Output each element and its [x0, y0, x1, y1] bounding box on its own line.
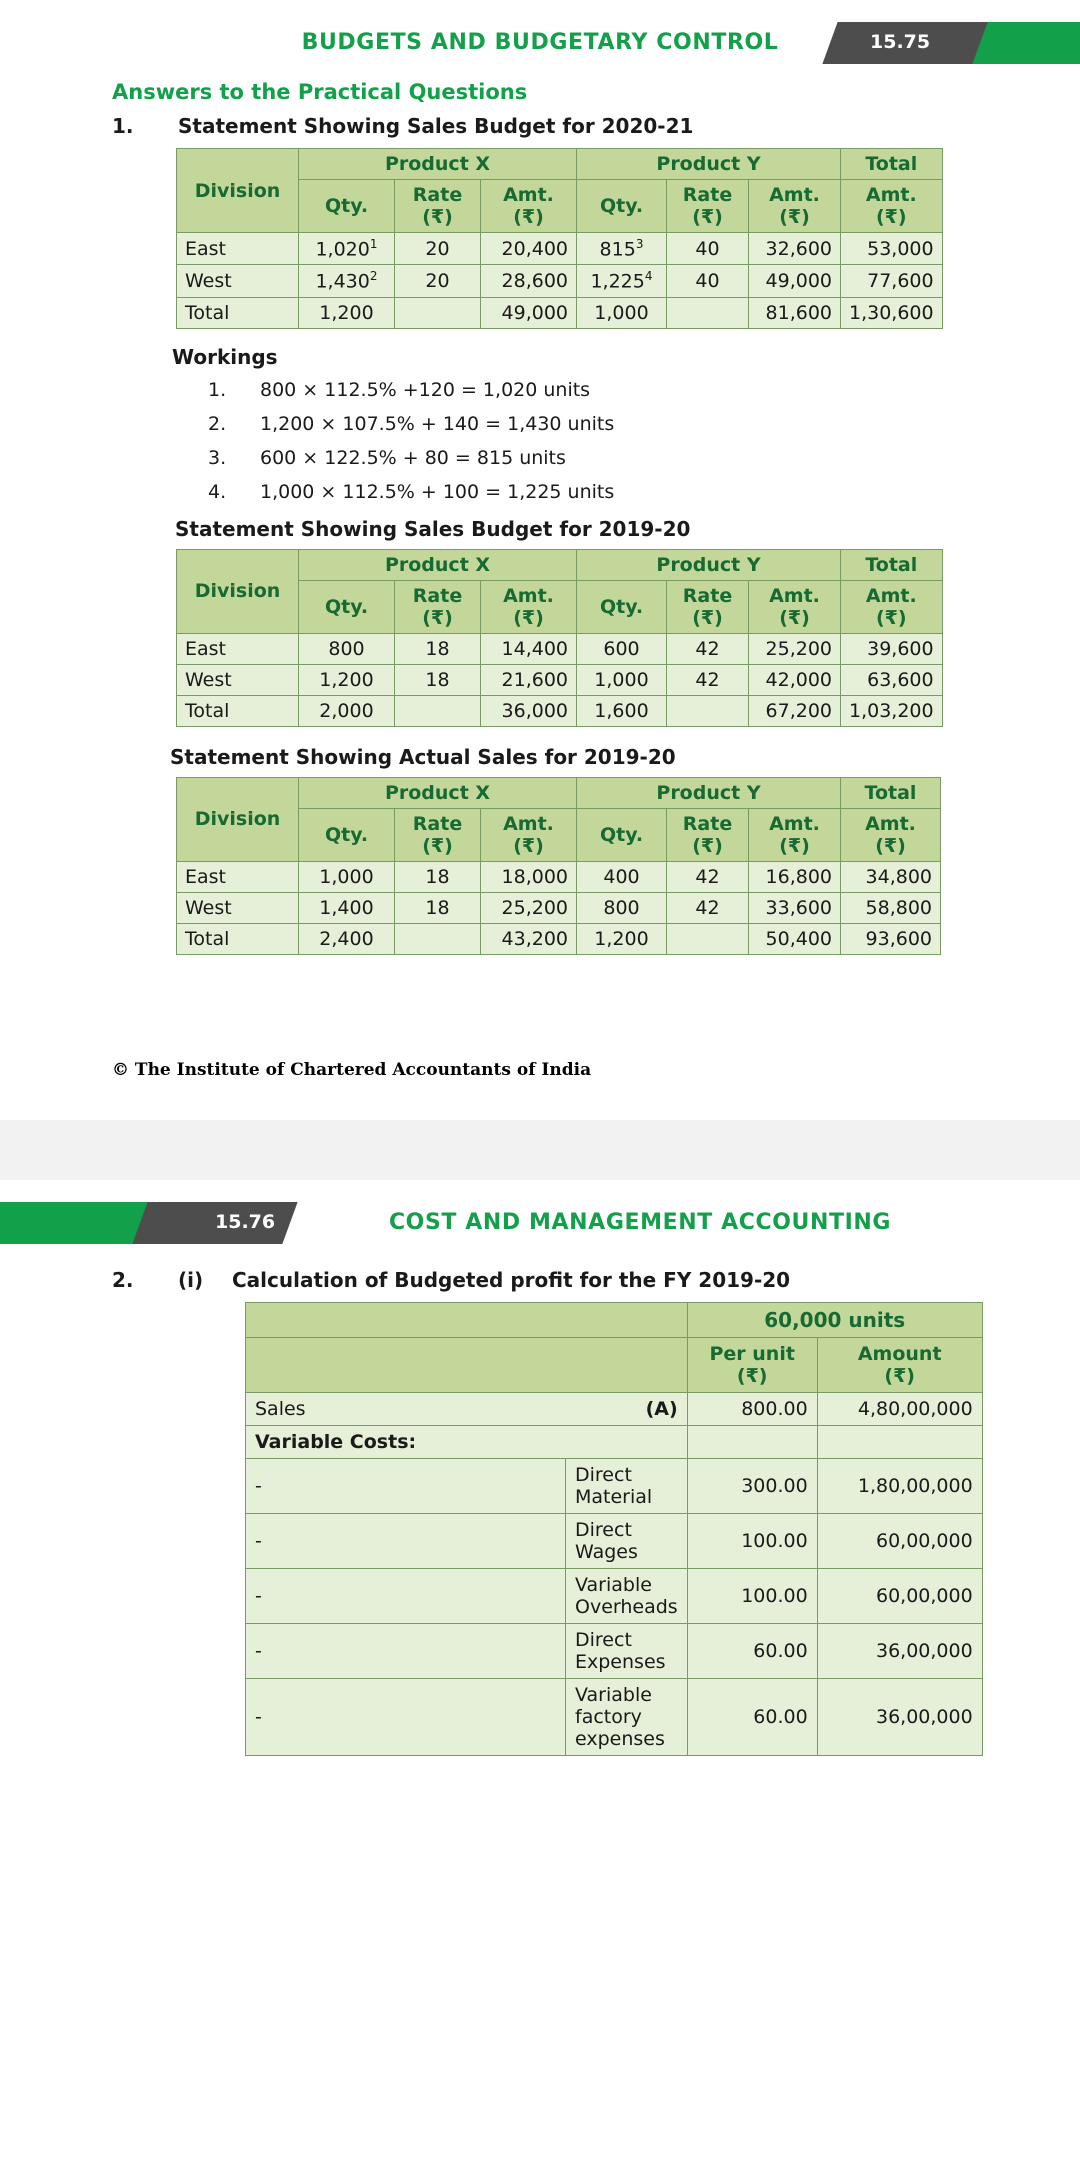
cell-x-amt: 14,400 [481, 633, 577, 664]
sub-header-x-rate: Rate (₹) [395, 580, 481, 633]
cell-total: 63,600 [841, 664, 943, 695]
cell-x-rate: 18 [395, 861, 481, 892]
cell-y-rate: 40 [667, 265, 749, 297]
question-2-heading [112, 1268, 1080, 1292]
sub-header-x-amt: Amt. (₹) [481, 180, 577, 233]
question-1-number: 1. [112, 114, 134, 138]
budgeted-profit-table [245, 1302, 983, 1756]
cell-division: West [177, 265, 299, 297]
running-head-title: COST AND MANAGEMENT ACCOUNTING [388, 1210, 892, 1235]
working-number: 2. [208, 412, 227, 435]
cell-y-amt: 16,800 [749, 861, 841, 892]
working-number: 3. [208, 446, 227, 469]
sub-header-y-amt: Amt. (₹) [749, 808, 841, 861]
cell-y-amt: 33,600 [749, 892, 841, 923]
cell-y-rate-empty [667, 923, 749, 954]
group-header-product-y: Product Y [577, 149, 841, 180]
cell-y-amt: 81,600 [749, 297, 841, 328]
sales-budget-2020-21-table [176, 148, 943, 329]
working-item [208, 447, 1080, 469]
group-header-product-x: Product X [299, 149, 577, 180]
group-header-total: Total [841, 149, 943, 180]
cell-x-qty: 1,430$^2$ [299, 265, 395, 297]
cell-x-rate: 18 [395, 892, 481, 923]
table-row [177, 695, 943, 726]
cell-amount: 36,00,000 [817, 1679, 982, 1756]
answers-heading: Answers to the Practical Questions [112, 80, 528, 104]
table-row [246, 1679, 983, 1756]
question-2-subpart: (i) [178, 1268, 204, 1292]
table-row [177, 861, 941, 892]
cell-amount-empty [817, 1426, 982, 1459]
cell-x-amt: 18,000 [481, 861, 577, 892]
cell-y-qty: 600 [577, 633, 667, 664]
working-number: 1. [208, 378, 227, 401]
cell-y-qty: $815^3$ [577, 233, 667, 265]
table-row [177, 297, 943, 328]
copyright-footer: © The Institute of Chartered Accountants of India [112, 1060, 592, 1080]
cell-x-amt: 25,200 [481, 892, 577, 923]
cell-x-amt: 36,000 [481, 695, 577, 726]
sales-budget-2019-20-table [176, 549, 943, 727]
group-header-product-x: Product X [299, 549, 577, 580]
cell-per-unit: 60.00 [687, 1679, 817, 1756]
page-number: 15.75 [870, 31, 931, 53]
row-label-variable-overheads: Variable Overheads [566, 1569, 688, 1624]
cell-y-amt: 32,600 [749, 233, 841, 265]
row-label-variable-factory-expenses: Variable factory expenses [566, 1679, 688, 1756]
table-row [246, 1393, 983, 1426]
working-number: 4. [208, 480, 227, 503]
workings-heading: Workings [172, 344, 278, 369]
sub-header-total-amt: Amt. (₹) [841, 808, 941, 861]
question-1-title: Statement Showing Sales Budget for 2020-21 [178, 114, 694, 138]
cell-division: East [177, 861, 299, 892]
group-header-product-x: Product X [299, 777, 577, 808]
cell-per-unit: 100.00 [687, 1514, 817, 1569]
row-bullet: - [246, 1459, 566, 1514]
table-row [177, 892, 941, 923]
cell-x-rate: 18 [395, 633, 481, 664]
row-label-direct-wages: Direct Wages [566, 1514, 688, 1569]
cell-y-qty: 1,600 [577, 695, 667, 726]
working-text: 1,000 × 112.5% + 100 = 1,225 units [260, 480, 615, 503]
cell-division: East [177, 633, 299, 664]
col-division-header: Division [177, 777, 299, 861]
working-item [208, 413, 1080, 435]
table-row [177, 233, 943, 265]
cell-y-qty: 1,000 [577, 297, 667, 328]
sub-header-x-amt: Amt. (₹) [481, 808, 577, 861]
cell-y-rate: 42 [667, 861, 749, 892]
cell-division: West [177, 892, 299, 923]
cell-x-amt: 43,200 [481, 923, 577, 954]
cell-y-amt: 49,000 [749, 265, 841, 297]
table-row [177, 777, 941, 808]
page-separator [0, 1120, 1080, 1180]
table-row [177, 633, 943, 664]
page-2-header [0, 1180, 1080, 1246]
cell-amount: 36,00,000 [817, 1624, 982, 1679]
cell-y-amt: 42,000 [749, 664, 841, 695]
cell-y-rate-empty [667, 695, 749, 726]
row-bullet: - [246, 1624, 566, 1679]
cell-y-qty: 1,200 [577, 923, 667, 954]
units-header: 60,000 units [687, 1303, 982, 1338]
cell-empty-corner [246, 1303, 688, 1338]
page-number-banner-right [790, 22, 1080, 64]
cell-x-amt: 21,600 [481, 664, 577, 695]
cell-division: East [177, 233, 299, 265]
cell-x-rate-empty [395, 695, 481, 726]
actual-sales-2019-20-heading: Statement Showing Actual Sales for 2019-20 [170, 744, 676, 769]
page-1-header [0, 0, 1080, 66]
working-item [208, 379, 1080, 401]
cell-x-amt: 20,400 [481, 233, 577, 265]
cell-x-rate: 20 [395, 233, 481, 265]
cell-y-rate: 42 [667, 633, 749, 664]
running-head-title: BUDGETS AND BUDGETARY CONTROL [301, 30, 779, 55]
cell-y-rate: 42 [667, 664, 749, 695]
cell-x-qty: 2,000 [299, 695, 395, 726]
sub-header-y-rate: Rate (₹) [667, 808, 749, 861]
cell-y-rate: 40 [667, 233, 749, 265]
row-bullet: - [246, 1569, 566, 1624]
sub-header-y-qty: Qty. [577, 180, 667, 233]
cell-per-unit: 60.00 [687, 1624, 817, 1679]
group-header-total: Total [841, 777, 941, 808]
cell-total: 77,600 [841, 265, 943, 297]
sub-header-x-qty: Qty. [299, 808, 395, 861]
sales-budget-2019-20-heading: Statement Showing Sales Budget for 2019-20 [175, 516, 691, 541]
page-number-banner-left [0, 1202, 320, 1244]
cell-amount: 60,00,000 [817, 1514, 982, 1569]
sub-header-y-rate: Rate (₹) [667, 580, 749, 633]
cell-amount: 60,00,000 [817, 1569, 982, 1624]
row-label-variable-costs: Variable Costs: [246, 1426, 688, 1459]
page-number: 15.76 [215, 1211, 276, 1233]
cell-y-rate-empty [667, 297, 749, 328]
cell-division: Total [177, 695, 299, 726]
sub-header-x-qty: Qty. [299, 180, 395, 233]
cell-y-qty: 800 [577, 892, 667, 923]
cell-total: 39,600 [841, 633, 943, 664]
group-header-total: Total [841, 549, 943, 580]
col-per-unit-header: Per unit (₹) [687, 1338, 817, 1393]
table-row [177, 265, 943, 297]
sub-header-x-rate: Rate (₹) [395, 180, 481, 233]
table-row [246, 1624, 983, 1679]
cell-x-qty: 2,400 [299, 923, 395, 954]
cell-x-rate: 18 [395, 664, 481, 695]
sub-header-total-amt: Amt. (₹) [841, 580, 943, 633]
cell-y-amt: 50,400 [749, 923, 841, 954]
row-bullet: - [246, 1679, 566, 1756]
cell-amount: 1,80,00,000 [817, 1459, 982, 1514]
working-item [208, 481, 1080, 503]
cell-total: 53,000 [841, 233, 943, 265]
col-division-header: Division [177, 549, 299, 633]
cell-y-qty: 1,000 [577, 664, 667, 695]
cell-y-rate: 42 [667, 892, 749, 923]
sub-header-y-rate: Rate (₹) [667, 180, 749, 233]
table-row [177, 549, 943, 580]
sub-header-x-amt: Amt. (₹) [481, 580, 577, 633]
col-division-header: Division [177, 149, 299, 233]
cell-y-amt: 67,200 [749, 695, 841, 726]
sub-header-y-amt: Amt. (₹) [749, 180, 841, 233]
table-row [246, 1569, 983, 1624]
cell-x-amt: 49,000 [481, 297, 577, 328]
question-1-heading [112, 114, 1080, 138]
row-bullet: - [246, 1514, 566, 1569]
table-row [246, 1426, 983, 1459]
cell-per-unit-empty [687, 1426, 817, 1459]
working-text: 1,200 × 107.5% + 140 = 1,430 units [260, 412, 615, 435]
col-amount-header: Amount (₹) [817, 1338, 982, 1393]
working-text: 600 × 122.5% + 80 = 815 units [260, 446, 566, 469]
row-label-direct-expenses: Direct Expenses [566, 1624, 688, 1679]
cell-total: 58,800 [841, 892, 941, 923]
question-2-number: 2. [112, 1268, 134, 1292]
cell-x-rate-empty [395, 923, 481, 954]
group-header-product-y: Product Y [577, 777, 841, 808]
row-label-direct-material: Direct Material [566, 1459, 688, 1514]
sub-header-y-qty: Qty. [577, 808, 667, 861]
table-row [177, 664, 943, 695]
cell-total: 1,03,200 [841, 695, 943, 726]
row-mark-a: (A) [645, 1398, 678, 1420]
cell-x-qty: 1,400 [299, 892, 395, 923]
cell-empty-corner-2 [246, 1338, 688, 1393]
sub-header-y-qty: Qty. [577, 580, 667, 633]
cell-x-qty: 1,000 [299, 861, 395, 892]
cell-x-rate: 20 [395, 265, 481, 297]
cell-total: 93,600 [841, 923, 941, 954]
table-row [246, 1459, 983, 1514]
row-label-sales: Sales (A) [246, 1393, 688, 1426]
cell-division: Total [177, 297, 299, 328]
cell-x-qty: 800 [299, 633, 395, 664]
table-row [177, 149, 943, 180]
cell-amount: 4,80,00,000 [817, 1393, 982, 1426]
working-text: 800 × 112.5% +120 = 1,020 units [260, 378, 591, 401]
table-row [246, 1338, 983, 1393]
table-row [177, 923, 941, 954]
page-2 [0, 1180, 1080, 2160]
cell-y-qty: 400 [577, 861, 667, 892]
cell-division: Total [177, 923, 299, 954]
cell-total: 1,30,600 [841, 297, 943, 328]
cell-per-unit: 300.00 [687, 1459, 817, 1514]
sub-header-total-amt: Amt. (₹) [841, 180, 943, 233]
cell-per-unit: 800.00 [687, 1393, 817, 1426]
group-header-product-y: Product Y [577, 549, 841, 580]
cell-x-rate-empty [395, 297, 481, 328]
cell-y-qty: 1,225$^4$ [577, 265, 667, 297]
table-row [246, 1303, 983, 1338]
actual-sales-2019-20-table [176, 777, 941, 955]
cell-x-qty: 1,200 [299, 664, 395, 695]
cell-y-amt: 25,200 [749, 633, 841, 664]
cell-per-unit: 100.00 [687, 1569, 817, 1624]
cell-x-qty: 1,020$^1$ [299, 233, 395, 265]
question-2-title: Calculation of Budgeted profit for the FY 2019-20 [232, 1268, 791, 1292]
sub-header-x-rate: Rate (₹) [395, 808, 481, 861]
cell-x-qty: 1,200 [299, 297, 395, 328]
sub-header-x-qty: Qty. [299, 580, 395, 633]
cell-x-amt: 28,600 [481, 265, 577, 297]
sub-header-y-amt: Amt. (₹) [749, 580, 841, 633]
cell-total: 34,800 [841, 861, 941, 892]
cell-division: West [177, 664, 299, 695]
table-row [246, 1514, 983, 1569]
